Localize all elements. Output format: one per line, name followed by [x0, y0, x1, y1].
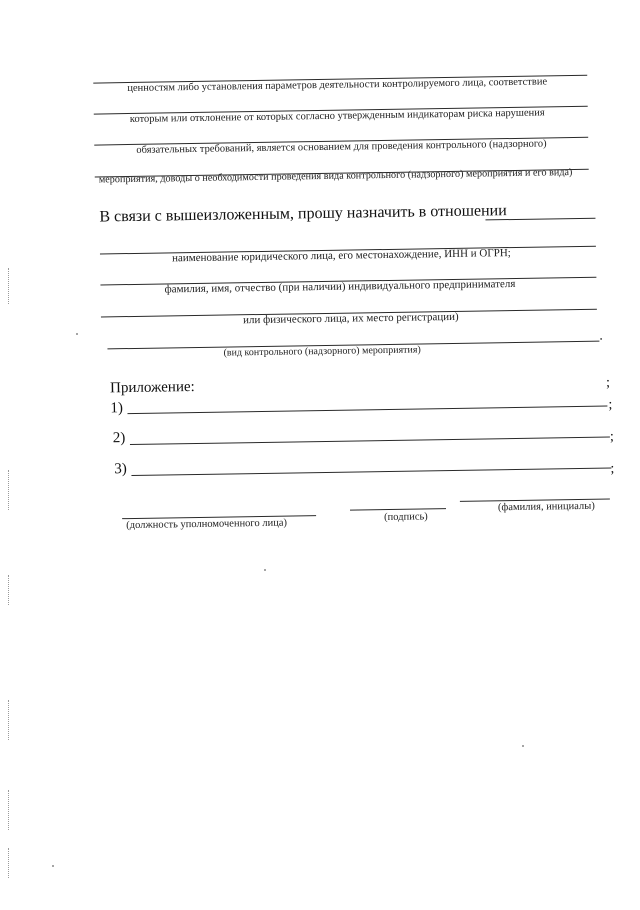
caption-line-3: обязательных требований, является основанием для проведения контрольного (надзорного) [136, 138, 547, 156]
appendix-title: Приложение: [109, 379, 195, 397]
sign-caption: (подпись) [384, 511, 428, 524]
scan-artifact [8, 575, 10, 605]
subject-caption-3: или физического лица, их место регистрации) [242, 310, 459, 327]
scan-speck [264, 569, 266, 571]
request-text: В связи с вышеизложенным, прошу назначить в отношении [99, 202, 507, 226]
appendix-item-3-number: 3) [114, 461, 127, 478]
period-mark: . [599, 328, 603, 344]
appendix-item-2-line [130, 437, 610, 446]
caption-line-1: ценностям либо установления параметров деятельности контролируемого лица, соответствие [127, 76, 548, 95]
scan-artifact [8, 268, 10, 304]
caption-line-4: мероприятия, доводы о необходимости проведения вида контрольного (надзорного) мероприятия и его вида) [98, 167, 573, 186]
appendix-item-1-number: 1) [110, 400, 124, 417]
sign-line [350, 508, 446, 511]
name-caption: (фамилия, инициалы) [497, 500, 595, 514]
scan-speck [522, 745, 524, 747]
scan-speck [52, 865, 54, 867]
subject-caption-1: наименование юридического лица, его местонахождение, ИНН и ОГРН; [171, 247, 511, 265]
appendix-item-1-line [127, 406, 607, 415]
scan-artifact [8, 848, 10, 878]
control-type-caption: (вид контрольного (надзорного) мероприятия) [223, 344, 421, 359]
appendix-item-3-end: ; [610, 461, 615, 477]
scan-artifact [8, 470, 10, 510]
scan-speck [76, 333, 78, 335]
appendix-item-2-number: 2) [112, 430, 126, 447]
appendix-title-semicolon: ; [605, 375, 611, 391]
appendix-item-2-end: ; [609, 429, 614, 445]
scan-artifact [8, 700, 10, 740]
appendix-item-3-line [131, 467, 611, 476]
caption-line-2: которым или отклонение от которых согласно утвержденным индикаторам риска нарушения [129, 107, 545, 126]
subject-caption-2: фамилия, имя, отчество (при наличии) индивидуального предпринимателя [164, 277, 516, 296]
scan-artifact [8, 790, 10, 830]
appendix-item-1-end: ; [608, 397, 613, 413]
position-caption: (должность уполномоченного лица) [126, 517, 288, 532]
